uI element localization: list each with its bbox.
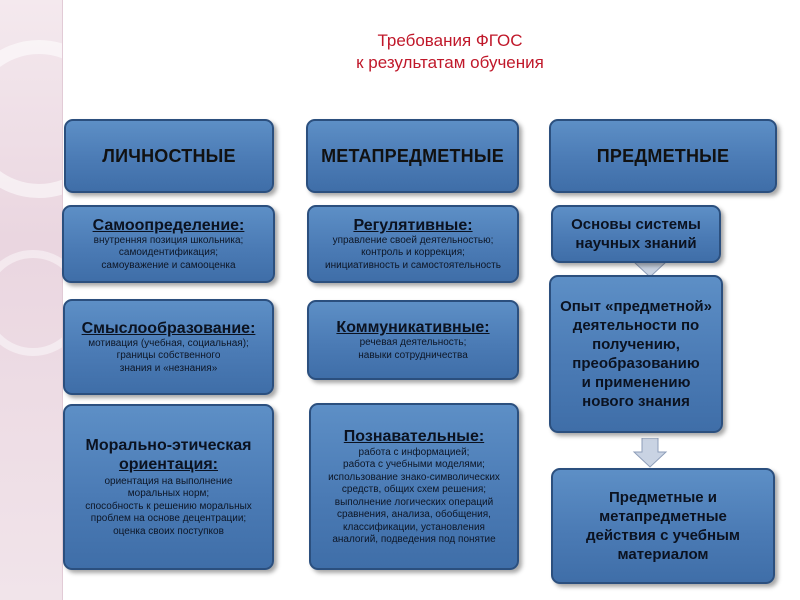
header-label: ЛИЧНОСТНЫЕ [102,145,236,166]
card-line: классификации, установления [343,521,485,533]
header-subject [549,119,777,193]
decorative-circle [0,250,63,356]
card-title: Смыслообразование: [81,319,256,337]
decorative-circle [0,40,63,198]
card-line: контроль и коррекция; [361,247,465,259]
card-line: средств, общих схем решения; [341,484,487,495]
title-line-1: Требования ФГОС [377,31,523,50]
card-line: мотивация (учебная, социальная); [88,337,249,349]
card-line: способность к решению моральных [85,500,252,512]
card-line: сравнения, анализа, обобщения, [337,509,491,520]
card-title: Познавательные: [343,427,485,445]
card-line: действия с учебным [585,527,741,544]
card-line: нового знания [582,393,690,410]
header-label: МЕТАПРЕДМЕТНЫЕ [321,145,504,166]
decorative-side-strip [0,0,63,600]
card-title: Коммуникативные: [336,319,490,336]
card-line: управление своей деятельностью; [332,234,494,246]
card-title: Регулятивные: [353,216,473,234]
card-line: внутренняя позиция школьника; [93,234,244,246]
card-line: оценка своих поступков [113,525,224,537]
card-line: деятельности по [572,317,700,334]
card-regulatory [307,205,519,283]
card-line: Основы системы [571,216,701,233]
card-line: преобразованию [572,355,700,372]
card-learning-actions [551,468,775,584]
card-line: моральных норм; [127,488,210,500]
card-line: границы собственного [116,350,221,362]
card-title: Морально-этическая [85,436,252,454]
card-line: материалом [617,546,709,563]
card-line: получению, [592,336,680,353]
card-line: самоидентификация; [118,247,219,259]
card-line: инициативность и самостоятельность [325,259,501,271]
card-line: работа с учебными моделями; [343,459,485,470]
card-line: самоуважение и самооценка [101,259,236,271]
card-meaning-formation [63,299,274,395]
card-line: речевая деятельность; [359,337,467,348]
card-title: Самоопределение: [92,216,245,234]
slide-title [300,30,600,74]
card-scientific-knowledge [551,205,721,263]
card-line: использование знако-символических [328,471,500,483]
down-arrow-icon [630,438,670,468]
card-subject-activity [549,275,723,433]
card-line: навыки сотрудничества [358,349,468,361]
title-line-2: к результатам обучения [356,53,544,72]
card-line: и применению [581,374,691,391]
header-metasubject [306,119,519,193]
card-line: научных знаний [575,235,697,252]
card-line: знания и «незнания» [119,362,218,374]
header-label: ПРЕДМЕТНЫЕ [596,145,730,166]
card-communicative [307,300,519,380]
card-line: работа с информацией; [358,446,470,458]
card-line: проблем на основе децентрации; [90,513,247,525]
card-cognitive [309,403,519,570]
card-line: аналогий, подведения под понятие [332,534,496,545]
card-line: метапредметные [599,508,727,525]
header-personal [64,119,274,193]
card-title: ориентация: [118,455,218,473]
card-line: Опыт «предметной» [560,298,712,315]
card-line: ориентация на выполнение [104,475,233,487]
card-line: Предметные и [609,489,717,506]
card-moral-ethical [63,404,274,570]
card-line: выполнение логических операций [334,496,494,508]
card-self-determination [62,205,275,283]
